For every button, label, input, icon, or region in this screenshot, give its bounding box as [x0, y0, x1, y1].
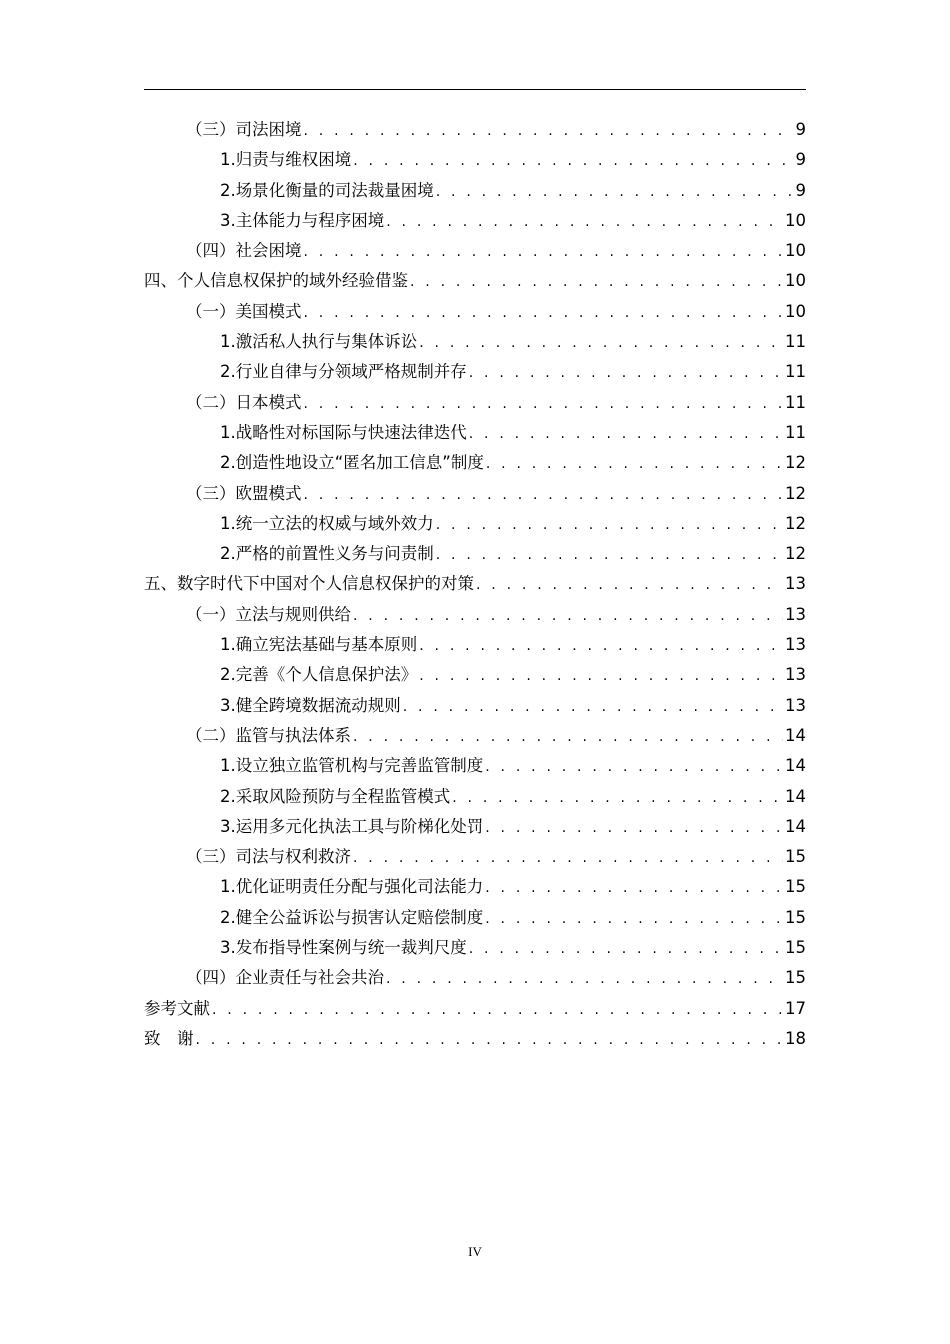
toc-dot-leader [353, 601, 783, 631]
toc-dot-leader [485, 873, 783, 903]
toc-entry-title: 3.主体能力与程序困境 [220, 210, 385, 230]
toc-dot-leader [436, 177, 794, 207]
toc-entry-title: （三）司法与权利救济 [186, 847, 351, 867]
toc-dot-leader [212, 995, 783, 1025]
toc-entry-page: 12 [785, 544, 806, 564]
toc-entry-page: 13 [785, 604, 806, 624]
toc-entry-page: 14 [785, 725, 806, 745]
toc-entry-page: 12 [785, 513, 806, 533]
toc-entry[interactable] [144, 721, 806, 751]
toc-entry-title: 3.发布指导性案例与统一裁判尺度 [220, 938, 467, 958]
toc-entry-title: 1.确立宪法基础与基本原则 [220, 635, 418, 655]
toc-dot-leader [469, 419, 783, 449]
toc-entry-title: 1.设立独立监管机构与完善监管制度 [220, 756, 484, 776]
toc-entry-title: 参考文献 [144, 998, 210, 1018]
toc-entry-title: （二）监管与执法体系 [186, 725, 351, 745]
toc-dot-leader [485, 752, 783, 782]
toc-entry-title: 2.采取风险预防与全程监管模式 [220, 786, 451, 806]
toc-dot-leader [419, 631, 783, 661]
toc-entry-title: 2.健全公益诉讼与损害认定赔偿制度 [220, 907, 484, 927]
toc-entry-page: 14 [785, 756, 806, 776]
toc-entry-title: （四）社会困境 [186, 241, 302, 261]
toc-entry-page: 10 [785, 210, 806, 230]
toc-entry-page: 14 [785, 816, 806, 836]
toc-entry[interactable] [144, 751, 806, 781]
toc-entry[interactable] [144, 236, 806, 266]
toc-entry-title: 1.归责与维权困境 [220, 150, 352, 170]
toc-dot-leader [304, 389, 784, 419]
toc-entry[interactable] [144, 842, 806, 872]
toc-entry-page: 13 [785, 574, 806, 594]
toc-entry[interactable] [144, 145, 806, 175]
toc-entry-title: 2.行业自律与分领域严格规制并存 [220, 362, 467, 382]
toc-entry-title: （四）企业责任与社会共治 [186, 968, 384, 988]
toc-entry-page: 9 [795, 150, 806, 170]
toc-dot-leader [196, 1025, 784, 1055]
toc-entry-page: 11 [785, 332, 806, 352]
toc-entry[interactable] [144, 327, 806, 357]
toc-entry-title: 2.创造性地设立“匿名加工信息”制度 [220, 453, 484, 473]
toc-dot-leader [386, 964, 783, 994]
toc-entry[interactable] [144, 782, 806, 812]
toc-dot-leader [353, 722, 783, 752]
toc-entry-page: 17 [785, 998, 806, 1018]
toc-entry-title: 2.完善《个人信息保护法》 [220, 665, 418, 685]
toc-dot-leader [419, 328, 783, 358]
toc-entry[interactable] [144, 388, 806, 418]
toc-entry-page: 13 [785, 695, 806, 715]
toc-entry[interactable] [144, 418, 806, 448]
toc-entry-title: 1.激活私人执行与集体诉讼 [220, 332, 418, 352]
toc-entry-title: 致 谢 [144, 1028, 194, 1048]
toc-entry-page: 15 [785, 907, 806, 927]
toc-dot-leader [436, 540, 783, 570]
toc-entry[interactable] [144, 691, 806, 721]
toc-dot-leader [469, 358, 783, 388]
toc-entry[interactable] [144, 357, 806, 387]
toc-dot-leader [452, 783, 783, 813]
toc-dot-leader [469, 934, 783, 964]
toc-dot-leader [304, 237, 784, 267]
toc-entry-title: 1.优化证明责任分配与强化司法能力 [220, 877, 484, 897]
toc-dot-leader [486, 449, 783, 479]
toc-entry-page: 18 [785, 1028, 806, 1048]
toc-entry[interactable] [144, 569, 806, 599]
toc-entry[interactable] [144, 509, 806, 539]
toc-dot-leader [476, 570, 783, 600]
toc-entry-page: 11 [785, 392, 806, 412]
toc-dot-leader [304, 298, 784, 328]
toc-entry[interactable] [144, 115, 806, 145]
toc-dot-leader [436, 510, 783, 540]
toc-entry-page: 9 [795, 180, 806, 200]
toc-entry-title: 五、数字时代下中国对个人信息权保护的对策 [144, 574, 474, 594]
toc-dot-leader [403, 692, 783, 722]
toc-entry-page: 9 [795, 120, 806, 139]
toc-entry[interactable] [144, 903, 806, 933]
toc-entry-title: 1.战略性对标国际与快速法律迭代 [220, 422, 467, 442]
toc-entry-title: 3.健全跨境数据流动规则 [220, 695, 401, 715]
toc-entry-page: 10 [785, 271, 806, 291]
toc-entry[interactable] [144, 448, 806, 478]
toc-entry-page: 15 [785, 938, 806, 958]
toc-dot-leader [485, 813, 783, 843]
toc-entry-page: 12 [785, 483, 806, 503]
header-rule [144, 89, 806, 90]
toc-entry[interactable] [144, 812, 806, 842]
toc-entry[interactable] [144, 266, 806, 296]
toc-entry-page: 13 [785, 635, 806, 655]
toc-entry[interactable] [144, 176, 806, 206]
toc-dot-leader [410, 267, 783, 297]
toc-entry[interactable] [144, 206, 806, 236]
toc-entry-page: 11 [785, 422, 806, 442]
page-number: IV [468, 1244, 482, 1259]
toc-entry-page: 15 [785, 847, 806, 867]
toc-entry-title: （一）美国模式 [186, 301, 302, 321]
toc-dot-leader [419, 661, 783, 691]
toc-entry-title: （一）立法与规则供给 [186, 604, 351, 624]
toc-dot-leader [353, 843, 783, 873]
toc-dot-leader [304, 480, 784, 510]
toc-entry-title: （三）司法困境 [186, 120, 302, 139]
toc-dot-leader [304, 116, 794, 146]
toc-entry-page: 13 [785, 665, 806, 685]
toc-entry-title: 2.场景化衡量的司法裁量困境 [220, 180, 434, 200]
toc-entry-page: 11 [785, 362, 806, 382]
toc-entry[interactable] [144, 539, 806, 569]
toc-entry[interactable] [144, 297, 806, 327]
toc-entry-title: （三）欧盟模式 [186, 483, 302, 503]
toc-entry[interactable] [144, 630, 806, 660]
toc-entry[interactable] [144, 872, 806, 902]
toc-entry-title: （二）日本模式 [186, 392, 302, 412]
toc-entry-title: 四、个人信息权保护的域外经验借鉴 [144, 271, 408, 291]
toc-entry[interactable] [144, 600, 806, 630]
toc-dot-leader [485, 904, 783, 934]
table-of-contents [144, 115, 806, 1054]
toc-entry[interactable] [144, 660, 806, 690]
toc-dot-leader [353, 146, 793, 176]
toc-entry[interactable] [144, 963, 806, 993]
toc-entry-page: 10 [785, 241, 806, 261]
toc-entry[interactable] [144, 479, 806, 509]
toc-entry-page: 10 [785, 301, 806, 321]
toc-entry-title: 1.统一立法的权威与域外效力 [220, 513, 434, 533]
toc-entry-title: 2.严格的前置性义务与问责制 [220, 544, 434, 564]
toc-entry-page: 15 [785, 968, 806, 988]
toc-dot-leader [386, 207, 783, 237]
toc-entry-page: 15 [785, 877, 806, 897]
toc-entry[interactable] [144, 933, 806, 963]
toc-entry-page: 12 [785, 453, 806, 473]
toc-entry[interactable] [144, 1024, 806, 1054]
toc-entry-page: 14 [785, 786, 806, 806]
toc-entry-title: 3.运用多元化执法工具与阶梯化处罚 [220, 816, 484, 836]
toc-entry[interactable] [144, 994, 806, 1024]
